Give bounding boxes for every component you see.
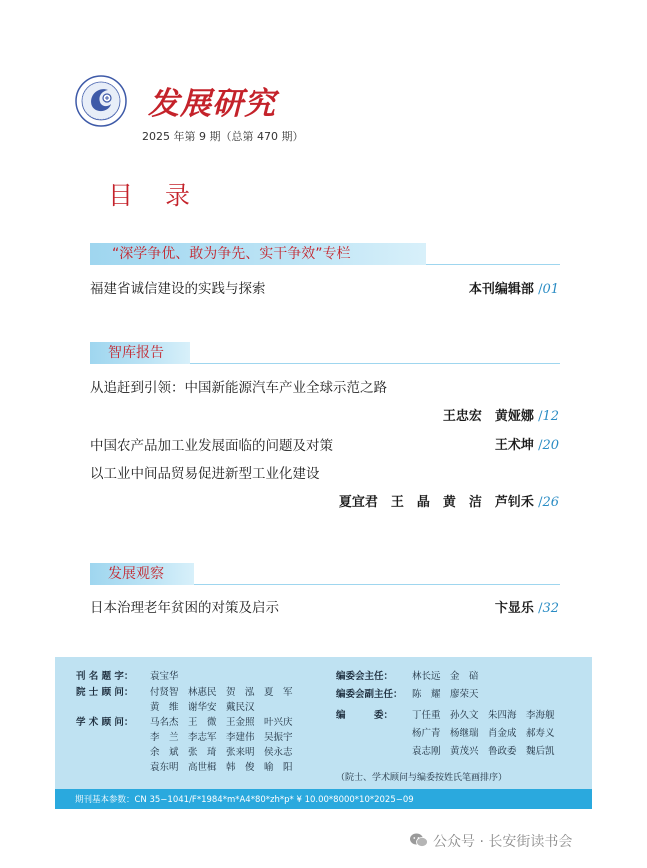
article-title[interactable]: 从追赶到引领：中国新能源汽车产业全球示范之路: [90, 380, 387, 396]
section-divider: [194, 584, 560, 585]
ordering-note: （院士、学术顾问与编委按姓氏笔画排序）: [336, 773, 508, 783]
author-name: 卞显乐: [494, 601, 534, 616]
author-name: 本刊编辑部: [468, 282, 534, 297]
page-number: 01: [542, 282, 559, 297]
academician-row: 黄 维 谢华安 戴民汉: [150, 702, 255, 713]
academic-advisor-row: 余 斌 张 琦 张来明 侯永志: [150, 747, 293, 758]
editorial-members-row: 杨广青 杨继瑞 肖金成 郝寿义: [412, 728, 555, 739]
section-divider: [190, 363, 560, 364]
article-title[interactable]: 福建省诚信建设的实践与探索: [90, 281, 266, 297]
article-title[interactable]: 中国农产品加工业发展面临的问题及对策: [90, 438, 333, 454]
watermark-text: 公众号 · 长安街读书会: [433, 834, 573, 850]
magazine-title: 发展研究: [148, 86, 276, 122]
article-author: 夏宜君 王 晶 黄 洁 芦钊禾 /26: [338, 495, 559, 510]
page-number: 20: [542, 438, 559, 453]
title-inscription-label: 刊 名 题 字：: [76, 671, 134, 682]
toc-title: 目 录: [108, 181, 202, 210]
section-label-observation: 发展观察: [108, 566, 164, 582]
academic-advisor-row: 袁东明 高世楫 韩 俊 喻 阳: [150, 762, 293, 773]
author-name: 夏宜君 王 晶 黄 洁 芦钊禾: [338, 495, 534, 510]
wechat-icon: [409, 832, 429, 848]
editorial-chair-label: 编委会主任：: [336, 671, 394, 682]
title-inscription-value: 袁宝华: [150, 671, 179, 682]
page-number: 26: [542, 495, 559, 510]
journal-params-bar: [55, 789, 592, 809]
editorial-members-row: 袁志刚 黄茂兴 鲁政委 魏后凯: [412, 746, 555, 757]
academic-advisor-label: 学 术 顾 问：: [76, 717, 134, 728]
author-name: 王忠宏 黄娅娜: [442, 409, 534, 424]
section-label-think-tank: 智库报告: [108, 345, 164, 361]
academic-advisor-row: 马名杰 王 微 王金照 叶兴庆: [150, 717, 293, 728]
editorial-vice-chair-label: 编委会副主任：: [336, 689, 403, 700]
journal-params: 期刊基本参数：CN 35−1041/F*1984*m*A4*80*zh*p* ¥ 10.00*8000*10*2025−09: [75, 795, 414, 805]
article-author: 本刊编辑部 /01: [468, 282, 559, 297]
article-author: 王术坤 /20: [494, 438, 559, 453]
editorial-members-label: 编 委：: [336, 710, 394, 721]
academic-advisor-row: 李 兰 李志军 李建伟 吴振宇: [150, 732, 293, 743]
academician-label: 院 士 顾 问：: [76, 687, 134, 698]
article-author: 王忠宏 黄娅娜 /12: [442, 409, 559, 424]
section-label-column: “深学争优、敢为争先、实干争效”专栏: [112, 246, 351, 262]
academician-row: 付贤智 林惠民 贺 泓 夏 军: [150, 687, 293, 698]
article-title[interactable]: 以工业中间品贸易促进新型工业化建设: [90, 466, 320, 482]
masthead-panel: [55, 657, 592, 789]
page-number: 12: [542, 409, 559, 424]
author-name: 王术坤: [494, 438, 534, 453]
editorial-members-row: 丁任重 孙久文 朱四海 李海舰: [412, 710, 555, 721]
article-author: 卞显乐 /32: [494, 601, 559, 616]
editorial-chair-value: 林长远 金 碚: [412, 671, 479, 682]
article-title[interactable]: 日本治理老年贫困的对策及启示: [90, 600, 279, 616]
editorial-vice-chair-value: 陈 耀 廖荣天: [412, 689, 479, 700]
page-number: 32: [542, 601, 559, 616]
issue-info: 2025 年第 9 期（总第 470 期）: [142, 130, 304, 143]
section-divider: [426, 264, 560, 265]
journal-logo-icon: [74, 74, 128, 128]
